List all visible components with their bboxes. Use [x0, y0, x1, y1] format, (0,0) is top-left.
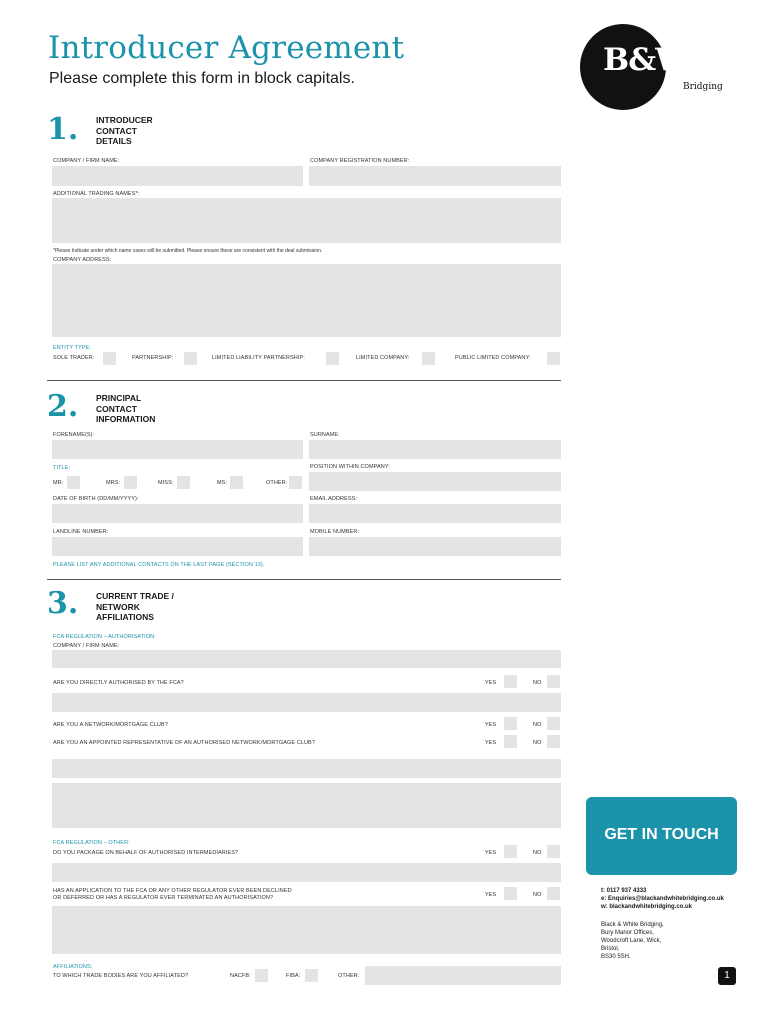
logo-text: B&W: [603, 42, 690, 78]
address-line: Black & White Bridging,: [601, 922, 664, 928]
q-declined-label-2: OR DEFERRED OR HAS A REGULATOR EVER TERMINATED AN AUTHORISATION?: [53, 895, 274, 901]
section-2-heading-line: PRINCIPAL: [96, 393, 142, 403]
dob-field[interactable]: [52, 504, 303, 523]
landline-field[interactable]: [52, 537, 303, 556]
entity-partnership-label: PARTNERSHIP:: [132, 355, 174, 361]
q-direct-yes-checkbox[interactable]: [504, 675, 517, 688]
q-appointed-notes-field[interactable]: [52, 783, 561, 828]
page-subtitle: Please complete this form in block capitals.: [49, 70, 355, 87]
yes-label: YES: [485, 680, 497, 686]
section-1-heading-line: INTRODUCER: [96, 115, 153, 125]
q-direct-details-field[interactable]: [52, 693, 561, 712]
q-package-no-checkbox[interactable]: [547, 845, 560, 858]
yes-label: YES: [485, 892, 497, 898]
no-label: NO: [533, 892, 542, 898]
other-affiliation-field[interactable]: [365, 966, 561, 985]
dob-label: DATE OF BIRTH (DD/MM/YYYY):: [53, 496, 139, 502]
address-line: Woodcroft Lane, Wick,: [601, 938, 662, 944]
yes-label: YES: [485, 740, 497, 746]
q-package-details-field[interactable]: [52, 863, 561, 882]
contact-email[interactable]: e: Enquiries@blackandwhitebridging.co.uk: [601, 896, 724, 902]
address-label: COMPANY ADDRESS:: [53, 257, 112, 263]
affiliations-label: AFFILIATIONS:: [53, 964, 93, 970]
entity-partnership-checkbox[interactable]: [184, 352, 197, 365]
section-3-number: 3.: [47, 586, 79, 621]
section-3-heading-line: AFFILIATIONS: [96, 612, 154, 622]
page-title: Introducer Agreement: [48, 30, 405, 66]
title-label: TITLE:: [53, 465, 71, 471]
title-miss-label: MISS:: [158, 480, 174, 486]
title-other-label: OTHER:: [266, 480, 288, 486]
title-mr-checkbox[interactable]: [67, 476, 80, 489]
q-network-yes-checkbox[interactable]: [504, 717, 517, 730]
no-label: NO: [533, 722, 542, 728]
section-2-number: 2.: [47, 389, 79, 424]
surname-field[interactable]: [309, 440, 561, 459]
company-reg-field[interactable]: [309, 166, 561, 186]
section-1-number: 1.: [47, 112, 79, 147]
landline-label: LANDLINE NUMBER:: [53, 529, 109, 535]
contact-address: [601, 921, 664, 961]
trading-names-note: *Please Indicate under which name cases will be submitted. Please ensure these are consistent with the deal submission.: [53, 248, 323, 254]
q-declined-no-checkbox[interactable]: [547, 887, 560, 900]
no-label: NO: [533, 680, 542, 686]
q-appointed-label: ARE YOU AN APPOINTED REPRESENTATIVE OF AN AUTHORISED NETWORK/MORTGAGE CLUB?: [53, 740, 315, 746]
address-line: Bury Manor Offices,: [601, 930, 654, 936]
company-reg-label: COMPANY REGISTRATION NUMBER:: [310, 158, 410, 164]
no-label: NO: [533, 850, 542, 856]
q-appointed-no-checkbox[interactable]: [547, 735, 560, 748]
email-label: EMAIL ADDRESS:: [310, 496, 358, 502]
section-2-heading-line: CONTACT: [96, 403, 137, 414]
nacfb-label: NACFB:: [230, 973, 251, 979]
q-declined-details-field[interactable]: [52, 906, 561, 954]
contact-web[interactable]: w: blackandwhitebridging.co.uk: [601, 904, 693, 910]
q-appointed-yes-checkbox[interactable]: [504, 735, 517, 748]
mobile-label: MOBILE NUMBER:: [310, 529, 360, 535]
forenames-field[interactable]: [52, 440, 303, 459]
company-name-field[interactable]: [52, 166, 303, 186]
fca-other-label: FCA REGULATION – OTHER:: [53, 840, 130, 846]
q-declined-label-1: HAS AN APPLICATION TO THE FCA OR ANY OTHER REGULATOR EVER BEEN DECLINED: [53, 888, 292, 894]
entity-llp-checkbox[interactable]: [326, 352, 339, 365]
yes-label: YES: [485, 850, 497, 856]
section-divider: [47, 380, 561, 381]
no-label: NO: [533, 740, 542, 746]
fca-company-name-field[interactable]: [52, 650, 561, 668]
contact-details: [601, 887, 724, 911]
section-1-heading-line: DETAILS: [96, 136, 132, 146]
title-mrs-checkbox[interactable]: [124, 476, 137, 489]
q-direct-no-checkbox[interactable]: [547, 675, 560, 688]
trading-names-label: ADDITIONAL TRADING NAMES*:: [53, 191, 140, 197]
get-in-touch-label: GET IN TOUCH: [604, 826, 719, 843]
title-other-checkbox[interactable]: [289, 476, 302, 489]
q-package-yes-checkbox[interactable]: [504, 845, 517, 858]
entity-llp-label: LIMITED LIABILITY PARTNERSHIP:: [212, 355, 305, 361]
other-affiliation-label: OTHER:: [338, 973, 360, 979]
forenames-label: FORENAME(S):: [53, 432, 95, 438]
title-miss-checkbox[interactable]: [177, 476, 190, 489]
q-network-no-checkbox[interactable]: [547, 717, 560, 730]
q-network-label: ARE YOU A NETWORK/MORTGAGE CLUB?: [53, 722, 168, 728]
section-2-heading-line: INFORMATION: [96, 414, 156, 424]
address-field[interactable]: [52, 264, 561, 337]
entity-type-label: ENTITY TYPE:: [53, 345, 91, 351]
page-number: 1: [718, 967, 736, 985]
fca-auth-label: FCA REGULATION – AUTHORISATION:: [53, 634, 156, 640]
yes-label: YES: [485, 722, 497, 728]
section-2-heading: [96, 393, 155, 425]
entity-plc-label: PUBLIC LIMITED COMPANY:: [455, 355, 531, 361]
email-field[interactable]: [309, 504, 561, 523]
position-field[interactable]: [309, 472, 561, 491]
nacfb-checkbox[interactable]: [255, 969, 268, 982]
title-mrs-label: MRS:: [106, 480, 121, 486]
entity-sole-trader-checkbox[interactable]: [103, 352, 116, 365]
logo-subtitle: Bridging: [683, 82, 723, 92]
entity-ltd-label: LIMITED COMPANY:: [356, 355, 410, 361]
entity-sole-trader-label: SOLE TRADER:: [53, 355, 95, 361]
section-3-heading: [96, 591, 174, 623]
fiba-label: FIBA:: [286, 973, 301, 979]
mobile-field[interactable]: [309, 537, 561, 556]
q-package-label: DO YOU PACKAGE ON BEHALF OF AUTHORISED INTERMEDIARIES?: [53, 850, 239, 856]
fca-company-name-label: COMPANY / FIRM NAME:: [53, 643, 120, 649]
fiba-checkbox[interactable]: [305, 969, 318, 982]
section-divider: [47, 579, 561, 580]
section-1-heading: [96, 115, 153, 147]
additional-contacts-note: PLEASE LIST ANY ADDITIONAL CONTACTS ON THE LAST PAGE (SECTION 13).: [53, 562, 265, 568]
surname-label: SURNAME:: [310, 432, 340, 438]
address-line: Bristol,: [601, 946, 620, 952]
entity-plc-checkbox[interactable]: [547, 352, 560, 365]
q-trade-label: TO WHICH TRADE BODIES ARE YOU AFFILIATED?: [53, 973, 189, 979]
q-declined-yes-checkbox[interactable]: [504, 887, 517, 900]
title-mr-label: MR:: [53, 480, 64, 486]
title-ms-checkbox[interactable]: [230, 476, 243, 489]
q-direct-label: ARE YOU DIRECTLY AUTHORISED BY THE FCA?: [53, 680, 184, 686]
q-appointed-details-field[interactable]: [52, 759, 561, 778]
address-line: BS30 5SH.: [601, 954, 631, 960]
section-3-heading-line: CURRENT TRADE /: [96, 591, 174, 601]
position-label: POSITION WITHIN COMPANY:: [310, 464, 390, 470]
trading-names-field[interactable]: [52, 198, 561, 243]
contact-phone: t: 0117 937 4333: [601, 888, 647, 894]
entity-ltd-checkbox[interactable]: [422, 352, 435, 365]
section-3-heading-line: NETWORK: [96, 601, 140, 612]
company-name-label: COMPANY / FIRM NAME:: [53, 158, 120, 164]
section-1-heading-line: CONTACT: [96, 125, 137, 136]
title-ms-label: MS:: [217, 480, 228, 486]
